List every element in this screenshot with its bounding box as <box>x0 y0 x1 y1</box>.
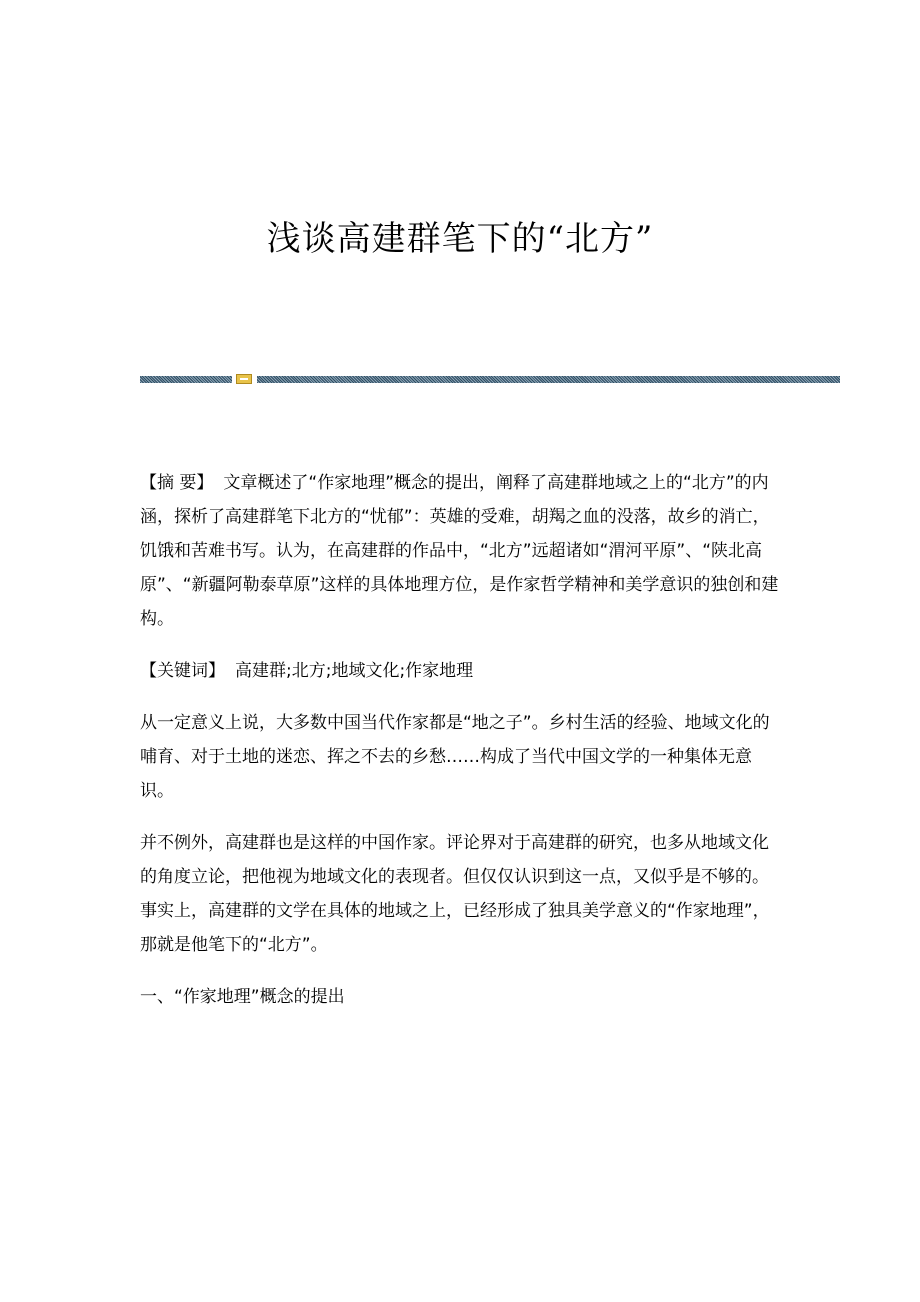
divider-bar-left <box>140 376 232 383</box>
body-paragraph-2: 并不例外，高建群也是这样的中国作家。评论界对于高建群的研究，也多从地域文化的角度立论，把他视为地域文化的表现者。但仅仅认识到这一点，又似乎是不够的。事实上，高建群的文学在具体的地域之上，已经形成了独具美学意义的“作家地理”，那就是他笔下的“北方”。 <box>140 833 770 955</box>
keywords-text: 高建群;北方;地域文化;作家地理 <box>235 661 474 681</box>
section-heading: 一、“作家地理”概念的提出 <box>140 987 345 1007</box>
abstract-paragraph <box>140 466 780 636</box>
divider-ornament-icon <box>236 374 252 384</box>
body-paragraph-1: 从一定意义上说，大多数中国当代作家都是“地之子”。乡村生活的经验、地域文化的哺育、对于土地的迷恋、挥之不去的乡愁……构成了当代中国文学的一种集体无意识。 <box>140 713 770 801</box>
divider-bar-right <box>257 376 840 383</box>
abstract-text: 文章概述了“作家地理”概念的提出，阐释了高建群地域之上的“北方”的内涵，探析了高建群笔下北方的“忧郁”：英雄的受难，胡羯之血的没落，故乡的消亡，饥饿和苦难书写。认为，在高建群的作品中，“北方”远超诸如“渭河平原”、“陕北高原”、“新疆阿勒泰草原”这样的具体地理方位，是作家哲学精神和美学意识的独创和建构。 <box>140 473 779 629</box>
title-divider <box>140 374 840 384</box>
keywords-label: 【关键词】 <box>140 661 225 681</box>
abstract-label: 【摘 要】 <box>140 473 214 493</box>
keywords-paragraph <box>140 654 780 688</box>
document-body <box>140 466 780 1032</box>
document-title: 浅谈高建群笔下的“北方” <box>266 219 654 259</box>
